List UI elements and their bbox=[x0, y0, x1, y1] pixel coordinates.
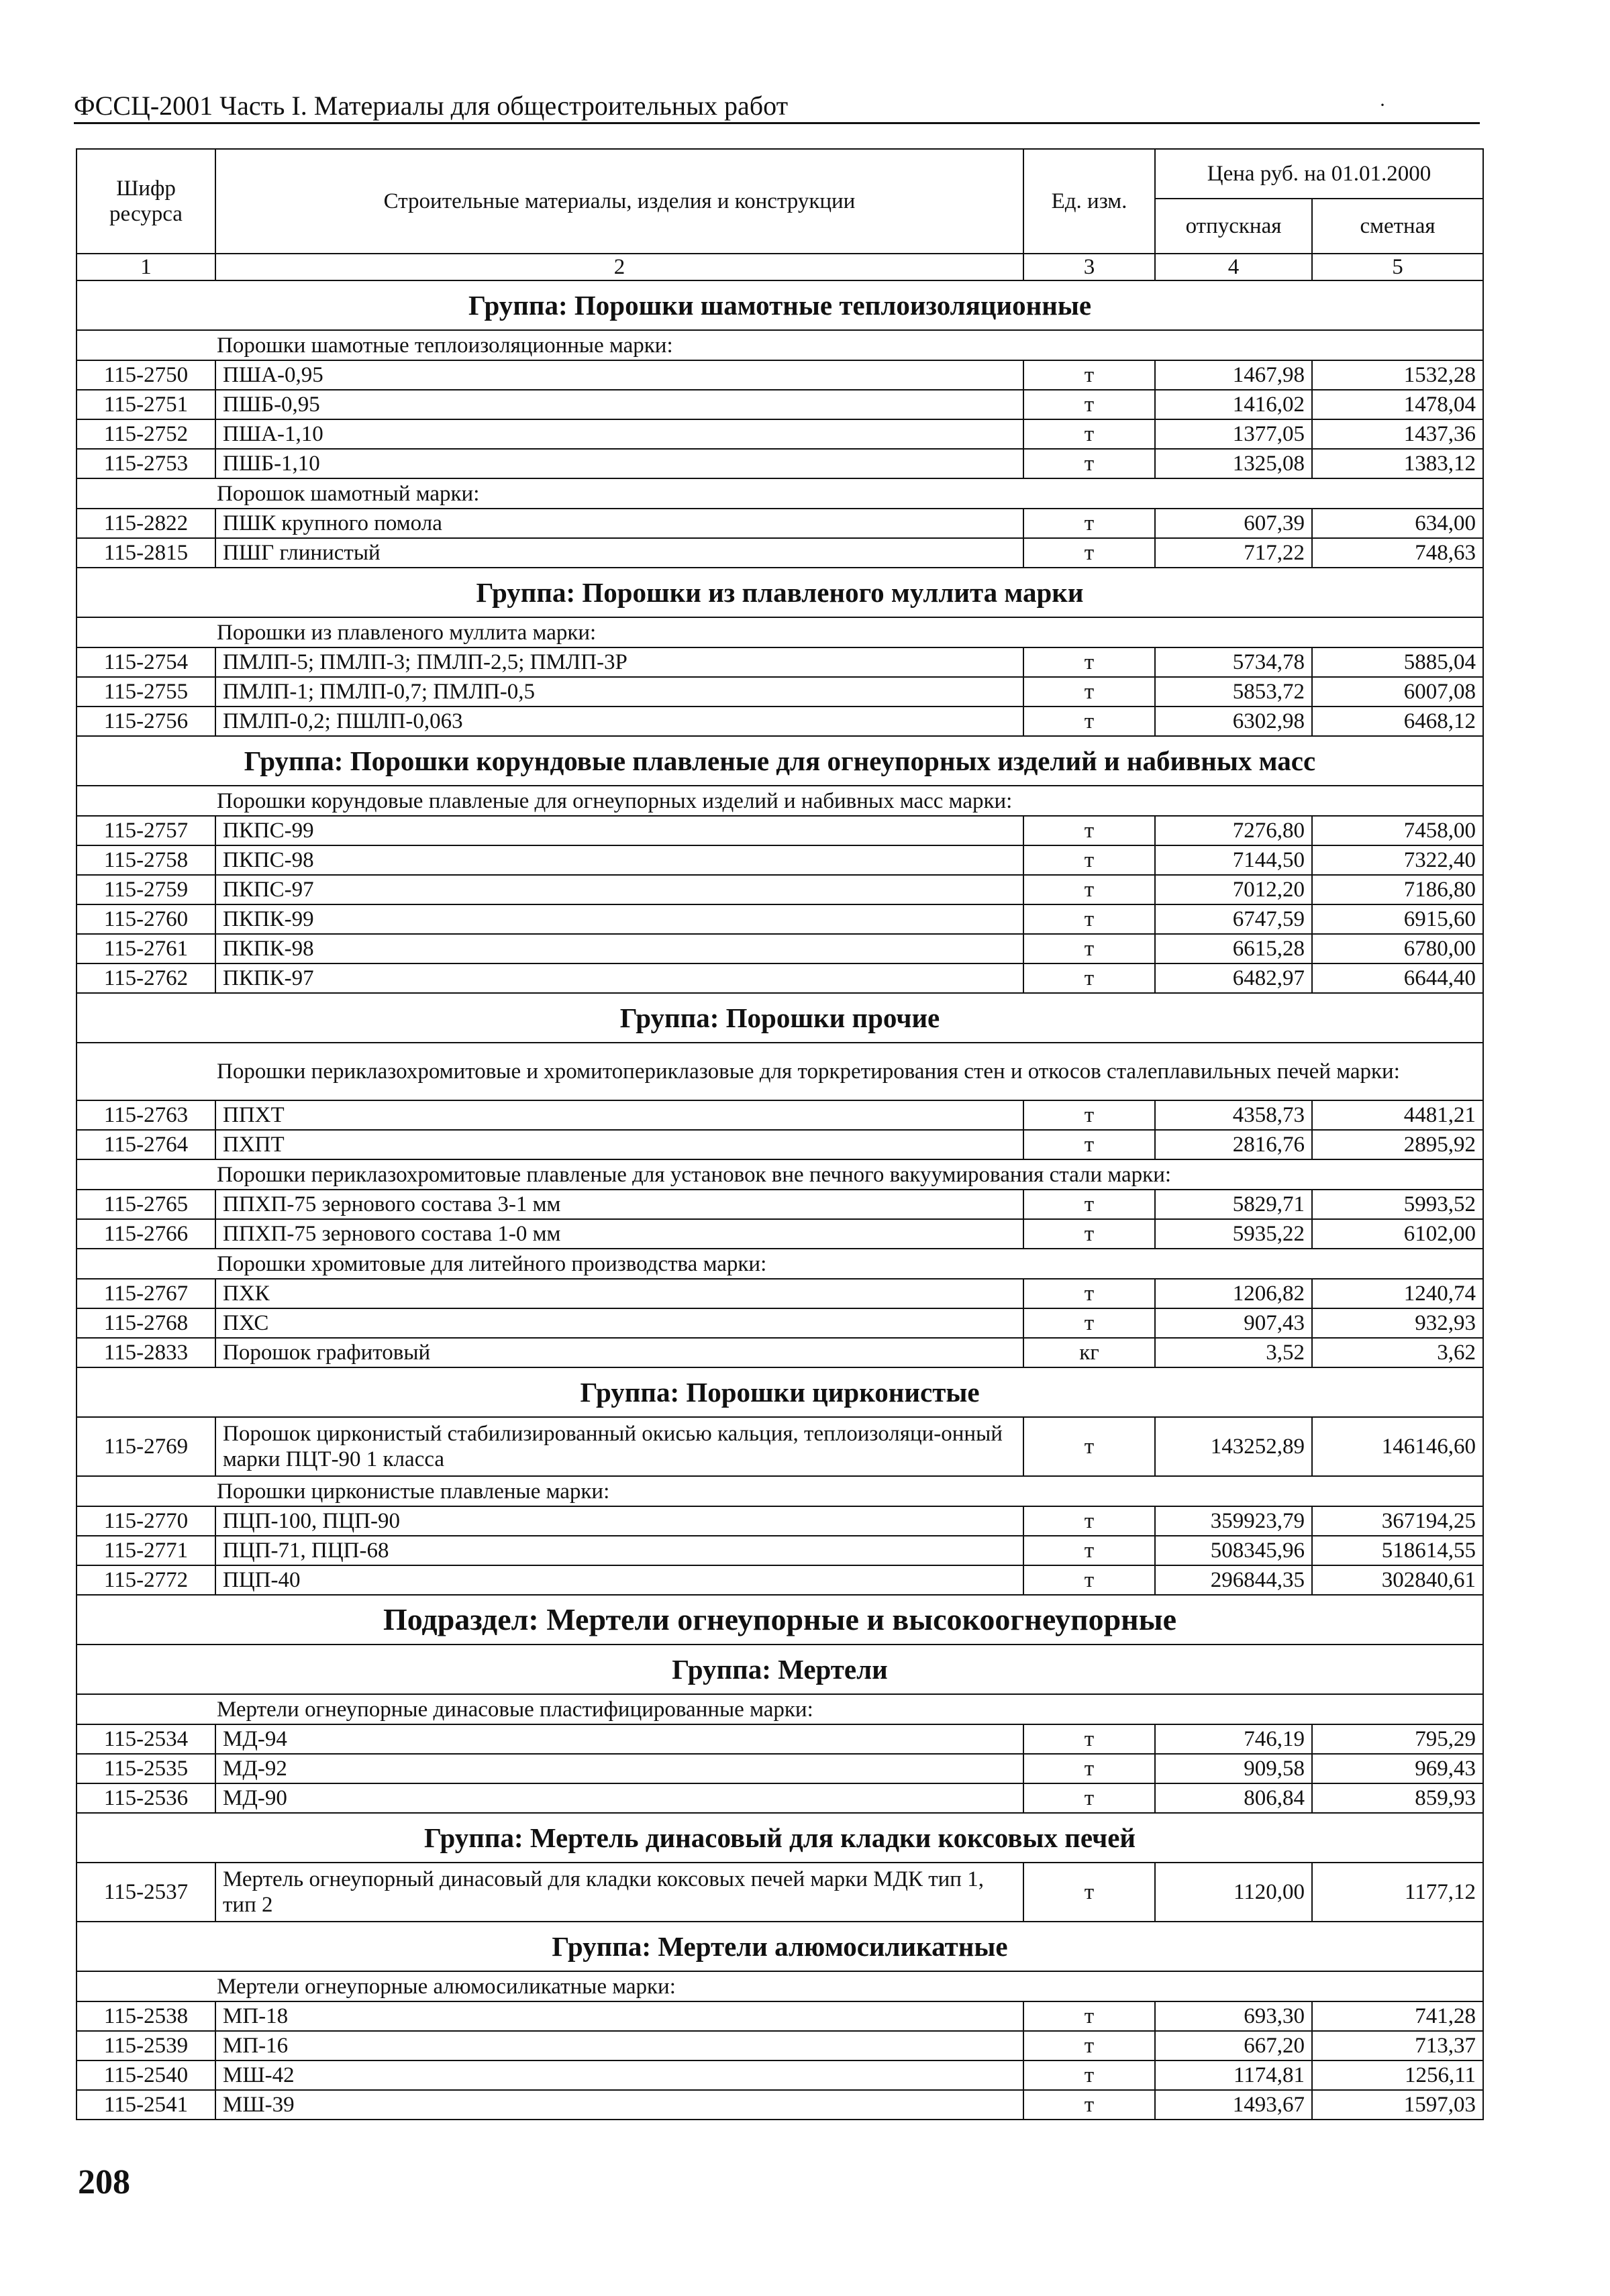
material-name: МШ-42 bbox=[215, 2060, 1023, 2090]
resource-code: 115-2539 bbox=[77, 2031, 215, 2060]
material-name: МП-18 bbox=[215, 2001, 1023, 2031]
table-row bbox=[77, 449, 1483, 478]
price-estimate: 5993,52 bbox=[1312, 1190, 1483, 1219]
price-estimate: 748,63 bbox=[1312, 538, 1483, 568]
unit: т bbox=[1023, 963, 1155, 993]
unit: т bbox=[1023, 845, 1155, 875]
material-name: ПЦП-40 bbox=[215, 1565, 1023, 1595]
subgroup-label-text: Порошки периклазохромитовые плавленые для установок вне печного вакуумирования стали марки: bbox=[217, 1162, 1172, 1187]
table-row bbox=[77, 707, 1483, 736]
material-name: МД-90 bbox=[215, 1783, 1023, 1813]
material-name: МД-94 bbox=[215, 1724, 1023, 1754]
resource-code: 115-2772 bbox=[77, 1565, 215, 1595]
price-estimate: 6915,60 bbox=[1312, 904, 1483, 934]
price-wholesale: 6482,97 bbox=[1155, 963, 1312, 993]
material-name: МД-92 bbox=[215, 1754, 1023, 1783]
unit: т bbox=[1023, 1536, 1155, 1565]
price-wholesale: 5853,72 bbox=[1155, 677, 1312, 707]
table-row bbox=[77, 1754, 1483, 1783]
material-name: ППХП-75 зернового состава 1-0 мм bbox=[215, 1219, 1023, 1249]
price-estimate: 7322,40 bbox=[1312, 845, 1483, 875]
price-wholesale: 6302,98 bbox=[1155, 707, 1312, 736]
table-row bbox=[77, 1724, 1483, 1754]
price-wholesale: 667,20 bbox=[1155, 2031, 1312, 2060]
table-row bbox=[77, 1565, 1483, 1595]
group-title: Группа: Мертели алюмосиликатные bbox=[77, 1922, 1483, 1971]
resource-code: 115-2535 bbox=[77, 1754, 215, 1783]
col-num: 5 bbox=[1312, 254, 1483, 280]
subgroup-label-text: Мертели огнеупорные динасовые пластифицированные марки: bbox=[217, 1697, 813, 1722]
resource-code: 115-2765 bbox=[77, 1190, 215, 1219]
price-wholesale: 7276,80 bbox=[1155, 816, 1312, 845]
resource-code: 115-2759 bbox=[77, 875, 215, 904]
price-estimate: 6102,00 bbox=[1312, 1219, 1483, 1249]
price-estimate: 1478,04 bbox=[1312, 390, 1483, 419]
price-estimate: 3,62 bbox=[1312, 1338, 1483, 1367]
price-wholesale: 607,39 bbox=[1155, 509, 1312, 538]
material-name: ПМЛП-0,2; ПШЛП-0,063 bbox=[215, 707, 1023, 736]
resource-code: 115-2815 bbox=[77, 538, 215, 568]
price-estimate: 1177,12 bbox=[1312, 1863, 1483, 1922]
unit: т bbox=[1023, 1565, 1155, 1595]
group-title: Группа: Порошки цирконистые bbox=[77, 1367, 1483, 1417]
group-title: Группа: Мертели bbox=[77, 1645, 1483, 1694]
unit: т bbox=[1023, 2090, 1155, 2120]
material-name: ПКПК-97 bbox=[215, 963, 1023, 993]
material-name: ПХПТ bbox=[215, 1130, 1023, 1159]
price-estimate: 1437,36 bbox=[1312, 419, 1483, 449]
resource-code: 115-2764 bbox=[77, 1130, 215, 1159]
material-name: Порошок графитовый bbox=[215, 1338, 1023, 1367]
resource-code: 115-2754 bbox=[77, 647, 215, 677]
table-row bbox=[77, 1783, 1483, 1813]
material-name: ПЦП-100, ПЦП-90 bbox=[215, 1506, 1023, 1536]
group-title: Группа: Порошки шамотные теплоизоляционные bbox=[77, 280, 1483, 330]
material-name: ПКПС-98 bbox=[215, 845, 1023, 875]
subgroup-label bbox=[77, 1043, 1483, 1100]
subgroup-label bbox=[77, 786, 1483, 816]
resource-code: 115-2538 bbox=[77, 2001, 215, 2031]
price-wholesale: 6615,28 bbox=[1155, 934, 1312, 963]
material-name: Порошок цирконистый стабилизированный окисью кальция, теплоизоляци-онный марки ПЦТ-90 1 класса bbox=[215, 1417, 1023, 1476]
table-row bbox=[77, 1338, 1483, 1367]
material-name: ПКПК-99 bbox=[215, 904, 1023, 934]
table-row bbox=[77, 1279, 1483, 1308]
unit: т bbox=[1023, 1754, 1155, 1783]
resource-code: 115-2757 bbox=[77, 816, 215, 845]
price-wholesale: 717,22 bbox=[1155, 538, 1312, 568]
unit: т bbox=[1023, 816, 1155, 845]
price-wholesale: 1120,00 bbox=[1155, 1863, 1312, 1922]
material-name: ПХК bbox=[215, 1279, 1023, 1308]
price-wholesale: 693,30 bbox=[1155, 2001, 1312, 2031]
unit: т bbox=[1023, 509, 1155, 538]
price-wholesale: 1493,67 bbox=[1155, 2090, 1312, 2120]
price-wholesale: 2816,76 bbox=[1155, 1130, 1312, 1159]
table-row bbox=[77, 816, 1483, 845]
price-estimate: 859,93 bbox=[1312, 1783, 1483, 1813]
subgroup-label bbox=[77, 1249, 1483, 1279]
table-row bbox=[77, 647, 1483, 677]
material-name: ПМЛП-5; ПМЛП-3; ПМЛП-2,5; ПМЛП-3Р bbox=[215, 647, 1023, 677]
material-name: ПКПС-97 bbox=[215, 875, 1023, 904]
unit: т bbox=[1023, 1190, 1155, 1219]
subgroup-label bbox=[77, 330, 1483, 360]
unit: т bbox=[1023, 1219, 1155, 1249]
table-row bbox=[77, 1536, 1483, 1565]
col-header-wholesale: отпускная bbox=[1155, 199, 1312, 254]
table-row bbox=[77, 1190, 1483, 1219]
table-row bbox=[77, 538, 1483, 568]
unit: т bbox=[1023, 538, 1155, 568]
resource-code: 115-2537 bbox=[77, 1863, 215, 1922]
material-name: ПША-1,10 bbox=[215, 419, 1023, 449]
unit: т bbox=[1023, 360, 1155, 390]
group-title: Группа: Порошки из плавленого муллита марки bbox=[77, 568, 1483, 617]
resource-code: 115-2760 bbox=[77, 904, 215, 934]
price-wholesale: 1416,02 bbox=[1155, 390, 1312, 419]
subgroup-label-text: Порошки периклазохромитовые и хромитопериклазовые для торкретирования стен и откосов сталеплавильных печей марки: bbox=[217, 1059, 1400, 1084]
price-wholesale: 1174,81 bbox=[1155, 2060, 1312, 2090]
resource-code: 115-2758 bbox=[77, 845, 215, 875]
unit: т bbox=[1023, 934, 1155, 963]
price-estimate: 741,28 bbox=[1312, 2001, 1483, 2031]
price-estimate: 932,93 bbox=[1312, 1308, 1483, 1338]
resource-code: 115-2771 bbox=[77, 1536, 215, 1565]
price-wholesale: 1206,82 bbox=[1155, 1279, 1312, 1308]
table-row bbox=[77, 509, 1483, 538]
subsection-title: Подраздел: Мертели огнеупорные и высокоогнеупорные bbox=[77, 1595, 1483, 1645]
price-wholesale: 1467,98 bbox=[1155, 360, 1312, 390]
unit: т bbox=[1023, 707, 1155, 736]
unit: т bbox=[1023, 1130, 1155, 1159]
col-num: 2 bbox=[215, 254, 1023, 280]
price-estimate: 5885,04 bbox=[1312, 647, 1483, 677]
group-title: Группа: Порошки прочие bbox=[77, 993, 1483, 1043]
price-wholesale: 359923,79 bbox=[1155, 1506, 1312, 1536]
table-row bbox=[77, 934, 1483, 963]
price-wholesale: 806,84 bbox=[1155, 1783, 1312, 1813]
price-wholesale: 7012,20 bbox=[1155, 875, 1312, 904]
unit: т bbox=[1023, 390, 1155, 419]
subgroup-label-text: Порошки корундовые плавленые для огнеупорных изделий и набивных масс марки: bbox=[217, 788, 1013, 813]
unit: т bbox=[1023, 1863, 1155, 1922]
subgroup-label-text: Порошки цирконистые плавленые марки: bbox=[217, 1479, 610, 1504]
col-num: 3 bbox=[1023, 254, 1155, 280]
subgroup-label bbox=[77, 1971, 1483, 2001]
price-wholesale: 1325,08 bbox=[1155, 449, 1312, 478]
price-wholesale: 6747,59 bbox=[1155, 904, 1312, 934]
price-estimate: 1532,28 bbox=[1312, 360, 1483, 390]
resource-code: 115-2833 bbox=[77, 1338, 215, 1367]
unit: т bbox=[1023, 677, 1155, 707]
table-row bbox=[77, 2060, 1483, 2090]
price-estimate: 6780,00 bbox=[1312, 934, 1483, 963]
unit: т bbox=[1023, 2031, 1155, 2060]
table-row bbox=[77, 677, 1483, 707]
price-estimate: 146146,60 bbox=[1312, 1417, 1483, 1476]
unit: т bbox=[1023, 1417, 1155, 1476]
col-num: 4 bbox=[1155, 254, 1312, 280]
page-header-title: ФССЦ-2001 Часть I. Материалы для общестроительных работ bbox=[74, 90, 1480, 124]
price-estimate: 367194,25 bbox=[1312, 1506, 1483, 1536]
unit: т bbox=[1023, 419, 1155, 449]
table-row bbox=[77, 1219, 1483, 1249]
price-estimate: 7186,80 bbox=[1312, 875, 1483, 904]
page-number: 208 bbox=[78, 2163, 130, 2201]
material-name: ППХП-75 зернового состава 3-1 мм bbox=[215, 1190, 1023, 1219]
subgroup-label-text: Порошки хромитовые для литейного производства марки: bbox=[217, 1251, 767, 1276]
table-row bbox=[77, 2031, 1483, 2060]
price-wholesale: 907,43 bbox=[1155, 1308, 1312, 1338]
unit: т bbox=[1023, 904, 1155, 934]
price-wholesale: 5734,78 bbox=[1155, 647, 1312, 677]
table-row bbox=[77, 1863, 1483, 1922]
price-wholesale: 909,58 bbox=[1155, 1754, 1312, 1783]
price-estimate: 634,00 bbox=[1312, 509, 1483, 538]
resource-code: 115-2767 bbox=[77, 1279, 215, 1308]
price-estimate: 1256,11 bbox=[1312, 2060, 1483, 2090]
price-estimate: 969,43 bbox=[1312, 1754, 1483, 1783]
unit: т bbox=[1023, 1724, 1155, 1754]
group-title: Группа: Порошки корундовые плавленые для огнеупорных изделий и набивных масс bbox=[77, 736, 1483, 786]
resource-code: 115-2753 bbox=[77, 449, 215, 478]
table-row bbox=[77, 904, 1483, 934]
unit: т bbox=[1023, 1308, 1155, 1338]
price-estimate: 6007,08 bbox=[1312, 677, 1483, 707]
subgroup-label bbox=[77, 1476, 1483, 1506]
table-row bbox=[77, 1417, 1483, 1476]
material-name: ПЦП-71, ПЦП-68 bbox=[215, 1536, 1023, 1565]
material-name: ПХС bbox=[215, 1308, 1023, 1338]
table-row bbox=[77, 2001, 1483, 2031]
material-name: ПШБ-0,95 bbox=[215, 390, 1023, 419]
table-row bbox=[77, 1130, 1483, 1159]
price-estimate: 1383,12 bbox=[1312, 449, 1483, 478]
subgroup-label-text: Порошок шамотный марки: bbox=[217, 481, 480, 506]
price-wholesale: 746,19 bbox=[1155, 1724, 1312, 1754]
table-row bbox=[77, 2090, 1483, 2120]
material-name: ПШГ глинистый bbox=[215, 538, 1023, 568]
table-row bbox=[77, 845, 1483, 875]
column-numbers-row bbox=[77, 254, 1483, 280]
material-name: ПМЛП-1; ПМЛП-0,7; ПМЛП-0,5 bbox=[215, 677, 1023, 707]
unit: т bbox=[1023, 875, 1155, 904]
unit: т bbox=[1023, 1783, 1155, 1813]
price-wholesale: 508345,96 bbox=[1155, 1536, 1312, 1565]
col-header-name: Строительные материалы, изделия и конструкции bbox=[215, 149, 1023, 254]
price-wholesale: 5935,22 bbox=[1155, 1219, 1312, 1249]
subgroup-label-text: Порошки шамотные теплоизоляционные марки: bbox=[217, 333, 673, 358]
subgroup-label-text: Мертели огнеупорные алюмосиликатные марки: bbox=[217, 1974, 676, 1999]
price-wholesale: 7144,50 bbox=[1155, 845, 1312, 875]
material-name: МП-16 bbox=[215, 2031, 1023, 2060]
price-table bbox=[76, 148, 1484, 2120]
unit: т bbox=[1023, 1506, 1155, 1536]
table-row bbox=[77, 963, 1483, 993]
material-name: ПШБ-1,10 bbox=[215, 449, 1023, 478]
table-row bbox=[77, 875, 1483, 904]
resource-code: 115-2762 bbox=[77, 963, 215, 993]
price-estimate: 518614,55 bbox=[1312, 1536, 1483, 1565]
unit: т bbox=[1023, 647, 1155, 677]
price-estimate: 1597,03 bbox=[1312, 2090, 1483, 2120]
price-estimate: 302840,61 bbox=[1312, 1565, 1483, 1595]
resource-code: 115-2534 bbox=[77, 1724, 215, 1754]
price-wholesale: 1377,05 bbox=[1155, 419, 1312, 449]
resource-code: 115-2536 bbox=[77, 1783, 215, 1813]
subgroup-label bbox=[77, 1159, 1483, 1190]
price-estimate: 713,37 bbox=[1312, 2031, 1483, 2060]
table-row bbox=[77, 1308, 1483, 1338]
price-estimate: 6644,40 bbox=[1312, 963, 1483, 993]
col-header-code: Шифр ресурса bbox=[77, 149, 215, 254]
resource-code: 115-2540 bbox=[77, 2060, 215, 2090]
price-wholesale: 143252,89 bbox=[1155, 1417, 1312, 1476]
material-name: ПША-0,95 bbox=[215, 360, 1023, 390]
resource-code: 115-2756 bbox=[77, 707, 215, 736]
resource-code: 115-2766 bbox=[77, 1219, 215, 1249]
col-header-estimate: сметная bbox=[1312, 199, 1483, 254]
material-name: МШ-39 bbox=[215, 2090, 1023, 2120]
price-wholesale: 4358,73 bbox=[1155, 1100, 1312, 1130]
resource-code: 115-2752 bbox=[77, 419, 215, 449]
col-header-price-group: Цена руб. на 01.01.2000 bbox=[1155, 149, 1483, 199]
price-wholesale: 3,52 bbox=[1155, 1338, 1312, 1367]
resource-code: 115-2755 bbox=[77, 677, 215, 707]
price-estimate: 2895,92 bbox=[1312, 1130, 1483, 1159]
price-wholesale: 296844,35 bbox=[1155, 1565, 1312, 1595]
material-name: Мертель огнеупорный динасовый для кладки коксовых печей марки МДК тип 1, тип 2 bbox=[215, 1863, 1023, 1922]
price-estimate: 6468,12 bbox=[1312, 707, 1483, 736]
resource-code: 115-2822 bbox=[77, 509, 215, 538]
price-wholesale: 5829,71 bbox=[1155, 1190, 1312, 1219]
table-row bbox=[77, 1100, 1483, 1130]
price-estimate: 4481,21 bbox=[1312, 1100, 1483, 1130]
resource-code: 115-2541 bbox=[77, 2090, 215, 2120]
resource-code: 115-2763 bbox=[77, 1100, 215, 1130]
resource-code: 115-2769 bbox=[77, 1417, 215, 1476]
price-estimate: 1240,74 bbox=[1312, 1279, 1483, 1308]
material-name: ППХТ bbox=[215, 1100, 1023, 1130]
table-row bbox=[77, 360, 1483, 390]
subgroup-label bbox=[77, 617, 1483, 647]
resource-code: 115-2751 bbox=[77, 390, 215, 419]
resource-code: 115-2750 bbox=[77, 360, 215, 390]
material-name: ПШК крупного помола bbox=[215, 509, 1023, 538]
resource-code: 115-2761 bbox=[77, 934, 215, 963]
subgroup-label bbox=[77, 478, 1483, 509]
material-name: ПКПС-99 bbox=[215, 816, 1023, 845]
subgroup-label bbox=[77, 1694, 1483, 1724]
price-estimate: 795,29 bbox=[1312, 1724, 1483, 1754]
table-row bbox=[77, 419, 1483, 449]
table-row bbox=[77, 1506, 1483, 1536]
unit: кг bbox=[1023, 1338, 1155, 1367]
table-row bbox=[77, 390, 1483, 419]
price-estimate: 7458,00 bbox=[1312, 816, 1483, 845]
header-dot-mark: · bbox=[1379, 94, 1386, 116]
subgroup-label-text: Порошки из плавленого муллита марки: bbox=[217, 620, 597, 645]
resource-code: 115-2770 bbox=[77, 1506, 215, 1536]
unit: т bbox=[1023, 2001, 1155, 2031]
unit: т bbox=[1023, 1100, 1155, 1130]
unit: т bbox=[1023, 1279, 1155, 1308]
unit: т bbox=[1023, 449, 1155, 478]
unit: т bbox=[1023, 2060, 1155, 2090]
resource-code: 115-2768 bbox=[77, 1308, 215, 1338]
col-header-unit: Ед. изм. bbox=[1023, 149, 1155, 254]
material-name: ПКПК-98 bbox=[215, 934, 1023, 963]
group-title: Группа: Мертель динасовый для кладки коксовых печей bbox=[77, 1813, 1483, 1863]
col-num: 1 bbox=[77, 254, 215, 280]
